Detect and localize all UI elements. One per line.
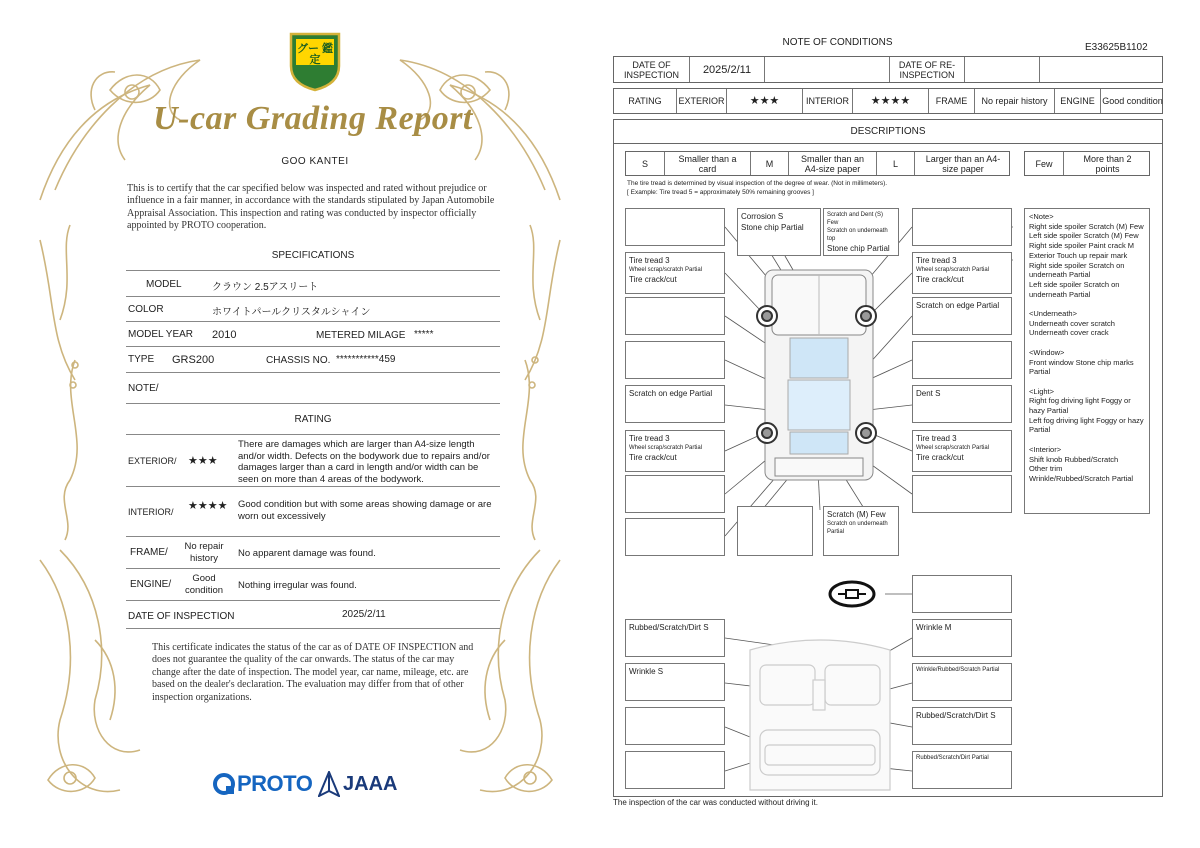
note-line: <Note> bbox=[1029, 212, 1054, 221]
jaaa-mark-icon bbox=[318, 771, 340, 797]
left-sill-text: Scratch on edge Partial bbox=[629, 389, 713, 398]
rear-scratch: Scratch (M) Few bbox=[827, 510, 886, 519]
model-year-label: MODEL YEAR bbox=[128, 329, 194, 340]
note-line: Right fog driving light Foggy or hazy Partial bbox=[1029, 396, 1131, 416]
note-line: Shift knob Rubbed/Scratch bbox=[1029, 454, 1119, 464]
tire-fl-crack: Tire crack/cut bbox=[629, 275, 677, 284]
exterior-stars: ★★★ bbox=[188, 455, 218, 467]
tire-fr-crack: Tire crack/cut bbox=[916, 275, 964, 284]
exterior-description: There are damages which are larger than A4-size length and/or width. Defects on the bodywork due to repairs and/or damages larger than a card in length and/or width can be seen on more than 4 areas of the bodywork. bbox=[238, 439, 490, 485]
box-left-sill bbox=[625, 385, 725, 423]
box-interior-2 bbox=[912, 619, 1012, 657]
tire-rl-wheel: Wheel scrap/scratch Partial bbox=[629, 445, 703, 451]
interior-4-text: Wrinkle/Rubbed/Scratch Partial bbox=[916, 667, 1000, 673]
engine-description: Nothing irregular was found. bbox=[238, 580, 357, 591]
tread-note-2: [ Example: Tire tread 5 = approximately 50% remaining grooves ] bbox=[627, 189, 814, 196]
box-interior-8 bbox=[912, 751, 1012, 789]
note-line: Left fog driving light Foggy or hazy Partial bbox=[1029, 415, 1144, 435]
spec-row-color bbox=[126, 297, 500, 322]
rating-row-exterior bbox=[126, 434, 500, 487]
legend-text-m: Smaller than an A4-size paper bbox=[788, 152, 876, 175]
box-tire-front-left bbox=[625, 252, 725, 294]
hood-stone-chip: Stone chip Partial bbox=[827, 244, 890, 253]
model-label: MODEL bbox=[146, 279, 182, 290]
proto-logo-text: PROTO bbox=[237, 771, 313, 796]
rear-underneath: Scratch on underneath Partial bbox=[827, 521, 888, 535]
steering-wheel-icon bbox=[830, 582, 874, 606]
legend-key-few: Few bbox=[1035, 158, 1053, 169]
note-line: <Interior> bbox=[1029, 444, 1062, 454]
legend-key-m: M bbox=[750, 152, 788, 175]
note-line: Underneath cover crack bbox=[1029, 328, 1109, 338]
note-line: <Light> bbox=[1029, 386, 1055, 396]
note-label: NOTE/ bbox=[128, 383, 159, 394]
legend-text-s: Smaller than a card bbox=[664, 152, 750, 175]
type-label: TYPE bbox=[128, 354, 155, 365]
certificate-footer-text: This certificate indicates the status of the car as of DATE OF INSPECTION and does not guarantee the quality of the car onwards. The status of the car may change after the date of inspection. The model year, car name, mileage, etc. are based on the dealer's declaration. The evaluation may differ from that of other inspection organizations. bbox=[152, 642, 474, 703]
specifications-header: SPECIFICATIONS bbox=[271, 250, 355, 261]
box-left-rear-fender bbox=[625, 475, 725, 513]
corrosion-stone-chip: Stone chip Partial bbox=[741, 223, 804, 232]
spec-row-type bbox=[126, 347, 500, 373]
note-line: Front window Stone chip marks Partial bbox=[1029, 357, 1134, 377]
box-rear-left-corner bbox=[625, 518, 725, 556]
box-front-right-corner bbox=[912, 208, 1012, 246]
box-steering bbox=[912, 575, 1012, 613]
badge-text: グー 鑑定 bbox=[296, 43, 334, 66]
sheet-exterior-stars: ★★★ bbox=[726, 89, 802, 113]
note-line: Left side spoiler Scratch (M) Few bbox=[1029, 231, 1139, 241]
note-of-conditions-sheet bbox=[600, 0, 1200, 848]
model-year-value: 2010 bbox=[212, 329, 237, 341]
box-interior-3 bbox=[625, 663, 725, 701]
note-line bbox=[1029, 435, 1145, 445]
box-rear-bumper bbox=[823, 506, 899, 556]
certification-text: This is to certify that the car specified below was inspected and rated without prejudice or influence in a fair manner, in accordance with the standards stipulated by Japan Automobile Appraisal Association. This inspection and rating was conducted by inspector officially appointed by PROTO cooperation. bbox=[127, 183, 495, 232]
note-line: Underneath cover scratch bbox=[1029, 318, 1115, 328]
mileage-label: METERED MILAGE bbox=[316, 330, 406, 341]
box-interior-6 bbox=[912, 707, 1012, 745]
note-line: <Window> bbox=[1029, 347, 1065, 357]
hood-underneath: Scratch on underneath top bbox=[827, 228, 888, 242]
right-fender-text: Scratch on edge Partial bbox=[916, 301, 1000, 310]
sheet-title: NOTE OF CONDITIONS bbox=[782, 37, 893, 48]
color-value: ホワイトパールクリスタルシャイン bbox=[212, 307, 371, 318]
date-label: DATE OF INSPECTION bbox=[128, 611, 235, 622]
note-line: Exterior Touch up repair mark bbox=[1029, 250, 1128, 260]
exterior-label: EXTERIOR/ bbox=[128, 456, 177, 466]
report-subtitle: GOO KANTEI bbox=[281, 156, 349, 167]
box-interior-5 bbox=[625, 707, 725, 745]
tire-rr-tread: Tire tread 3 bbox=[916, 434, 957, 443]
box-left-front-door bbox=[625, 341, 725, 379]
interior-8-text: Rubbed/Scratch/Dirt Partial bbox=[916, 755, 989, 761]
interior-2-text: Wrinkle M bbox=[916, 623, 952, 632]
interior-6-text: Rubbed/Scratch/Dirt S bbox=[916, 711, 996, 720]
box-interior-1 bbox=[625, 619, 725, 657]
proto-mark-icon bbox=[212, 772, 236, 796]
descriptions-header: DESCRIPTIONS bbox=[614, 120, 1162, 144]
note-line: Other trim Wrinkle/Rubbed/Scratch Partial bbox=[1029, 464, 1134, 483]
date-inspection-value: 2025/2/11 bbox=[689, 57, 764, 82]
tire-fl-wheel: Wheel scrap/scratch Partial bbox=[629, 267, 703, 273]
interior-3-text: Wrinkle S bbox=[629, 667, 664, 676]
report-title: U-car Grading Report bbox=[153, 100, 473, 137]
sheet-footer-note: The inspection of the car was conducted without driving it. bbox=[613, 798, 818, 807]
sheet-frame-value: No repair history bbox=[974, 89, 1054, 113]
hood-scratch-dent: Scratch and Dent (S) Few bbox=[827, 212, 884, 226]
box-left-fender bbox=[625, 297, 725, 335]
box-tire-rear-left bbox=[625, 430, 725, 472]
frame-description: No apparent damage was found. bbox=[238, 548, 376, 559]
note-line bbox=[1029, 377, 1145, 387]
goo-kantei-badge bbox=[287, 30, 343, 92]
frame-value: No repair history bbox=[184, 541, 224, 564]
legend-text-l: Larger than an A4-size paper bbox=[914, 152, 1011, 175]
chassis-label: CHASSIS NO. bbox=[266, 355, 331, 366]
reinspection-label: DATE OF RE-INSPECTION bbox=[889, 57, 964, 82]
jaaa-logo bbox=[318, 770, 397, 798]
engine-value: Good condition bbox=[184, 573, 224, 596]
box-right-fender bbox=[912, 297, 1012, 335]
box-front-left-corner bbox=[625, 208, 725, 246]
box-right-rear-door bbox=[912, 385, 1012, 423]
note-line: Left side spoiler Scratch on underneath Partial bbox=[1029, 279, 1120, 299]
proto-logo bbox=[212, 770, 312, 798]
tire-fr-tread: Tire tread 3 bbox=[916, 256, 957, 265]
color-label: COLOR bbox=[128, 304, 164, 315]
frame-label: FRAME/ bbox=[130, 547, 168, 558]
note-line: Right side spoiler Paint crack M bbox=[1029, 241, 1135, 251]
document-id: E33625B1102 bbox=[1085, 42, 1148, 53]
legend-key-s: S bbox=[641, 158, 648, 169]
note-line: <Underneath> bbox=[1029, 309, 1077, 319]
tire-rl-crack: Tire crack/cut bbox=[629, 453, 677, 462]
box-tire-rear-right bbox=[912, 430, 1012, 472]
sheet-engine-label: ENGINE bbox=[1054, 89, 1100, 113]
sheet-exterior-label: EXTERIOR bbox=[676, 89, 726, 113]
box-right-rear-fender bbox=[912, 475, 1012, 513]
tread-note-1: The tire tread is determined by visual inspection of the degree of wear. (Not in millimeters). bbox=[627, 180, 888, 187]
date-inspection-label: DATE OF INSPECTION bbox=[623, 59, 679, 80]
box-front-bumper bbox=[737, 208, 821, 256]
rating-label: RATING bbox=[628, 96, 662, 106]
legend-key-l: L bbox=[876, 152, 914, 175]
rating-header: RATING bbox=[294, 414, 332, 425]
rating-row-interior bbox=[126, 487, 500, 537]
dent-text: Dent S bbox=[916, 389, 941, 398]
note-line bbox=[1029, 299, 1145, 309]
tire-rl-tread: Tire tread 3 bbox=[629, 434, 670, 443]
box-right-front-door bbox=[912, 341, 1012, 379]
sheet-frame-label: FRAME bbox=[928, 89, 974, 113]
interior-1-text: Rubbed/Scratch/Dirt S bbox=[629, 623, 709, 632]
sheet-engine-value: Good condition bbox=[1100, 89, 1164, 113]
car-top-view bbox=[765, 270, 873, 480]
date-of-inspection-row bbox=[126, 601, 500, 629]
type-value: GRS200 bbox=[172, 354, 215, 366]
tire-fl-tread: Tire tread 3 bbox=[629, 256, 670, 265]
box-tire-front-right bbox=[912, 252, 1012, 294]
engine-label: ENGINE/ bbox=[130, 579, 172, 590]
interior-view bbox=[750, 640, 890, 790]
spec-row-model bbox=[126, 270, 500, 297]
interior-stars: ★★★★ bbox=[188, 500, 228, 512]
rating-row-engine bbox=[126, 569, 500, 601]
tire-fr-wheel: Wheel scrap/scratch Partial bbox=[916, 267, 990, 273]
model-value: クラウン 2.5アスリート bbox=[212, 282, 319, 293]
date-value: 2025/2/11 bbox=[342, 609, 386, 620]
sheet-interior-label: INTERIOR bbox=[802, 89, 852, 113]
interior-description: Good condition but with some areas showing damage or are worn out excessively bbox=[238, 499, 492, 522]
box-interior-7 bbox=[625, 751, 725, 789]
notes-panel bbox=[1024, 208, 1150, 514]
note-line: Right side spoiler Scratch on underneath Partial bbox=[1029, 260, 1125, 280]
chassis-value: ***********459 bbox=[336, 354, 396, 365]
tire-rr-wheel: Wheel scrap/scratch Partial bbox=[916, 445, 990, 451]
corrosion-text: Corrosion S bbox=[741, 212, 784, 221]
mileage-value: ***** bbox=[414, 329, 434, 340]
jaaa-logo-text: JAAA bbox=[343, 772, 398, 795]
box-interior-4 bbox=[912, 663, 1012, 701]
legend-text-few: More than 2 points bbox=[1063, 152, 1151, 175]
box-hood bbox=[823, 208, 899, 256]
note-line bbox=[1029, 338, 1145, 348]
box-trunk bbox=[737, 506, 813, 556]
spec-row-year bbox=[126, 322, 500, 347]
note-line: Right side spoiler Scratch (M) Few bbox=[1029, 221, 1144, 231]
sheet-interior-stars: ★★★★ bbox=[852, 89, 928, 113]
spec-row-note bbox=[126, 373, 500, 404]
tire-rr-crack: Tire crack/cut bbox=[916, 453, 964, 462]
interior-label: INTERIOR/ bbox=[128, 507, 174, 517]
rating-row-frame bbox=[126, 537, 500, 569]
